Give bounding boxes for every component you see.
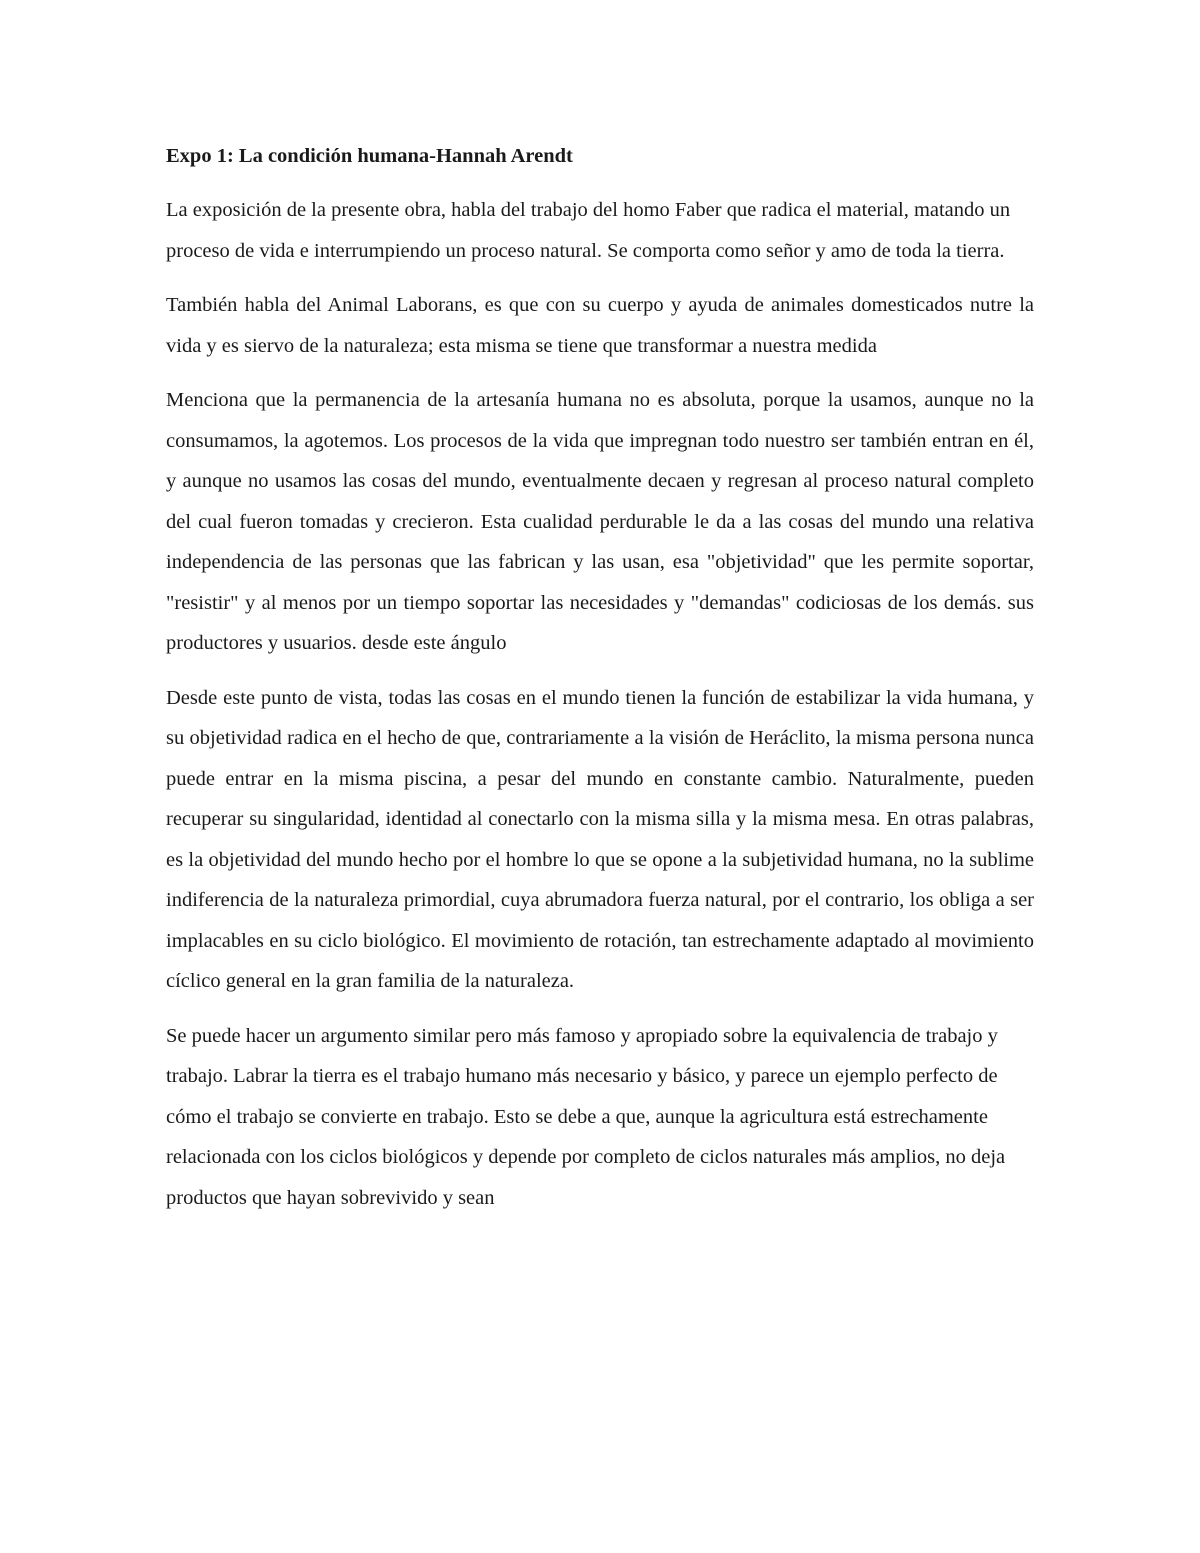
paragraph-animal-laborans: También habla del Animal Laborans, es que con su cuerpo y ayuda de animales domesticados nutre la vida y es siervo de la naturaleza; esta misma se tiene que transformar a nuestra medida: [166, 294, 1034, 357]
paragraph-punto-de-vista: Desde este punto de vista, todas las cosas en el mundo tienen la función de estabilizar la vida humana, y su objetividad radica en el hecho de que, contrariamente a la visión de Heráclito, la misma persona nunca puede entrar en la misma piscina, a pesar del mundo en constante cambio. Naturalmente, pueden recuperar su singularidad, identidad al conectarlo con la misma silla y la misma mesa. En otras palabras, es la objetividad del mundo hecho por el hombre lo que se opone a la subjetividad humana, no la sublime indiferencia de la naturaleza primordial, cuya abrumadora fuerza natural, por el contrario, los obliga a ser implacables en su ciclo biológico. El movimiento de rotación, tan estrechamente adaptado al movimiento cíclico general en la gran familia de la naturaleza.: [166, 686, 1034, 992]
paragraph-homo-faber: La exposición de la presente obra, habla del trabajo del homo Faber que radica el material, matando un proceso de vida e interrumpiendo un proceso natural. Se comporta como señor y amo de toda la tierra.: [166, 199, 1011, 262]
paragraph-permanencia-artesania: Menciona que la permanencia de la artesanía humana no es absoluta, porque la usamos, aunque no la consumamos, la agotemos. Los procesos de la vida que impregnan todo nuestro ser también entran en él, y aunque no usamos las cosas del mundo, eventualmente decaen y regresan al proceso natural completo del cual fueron tomadas y crecieron. Esta cualidad perdurable le da a las cosas del mundo una relativa independencia de las personas que las fabrican y las usan, esa "objetividad" que les permite soportar, "resistir" y al menos por un tiempo soportar las necesidades y "demandas" codiciosas de los demás. sus productores y usuarios. desde este ángulo: [166, 389, 1034, 654]
document-body: [166, 136, 1034, 1232]
paragraph-argumento-similar: Se puede hacer un argumento similar pero más famoso y apropiado sobre la equivalencia de trabajo y trabajo. Labrar la tierra es el trabajo humano más necesario y básico, y parece un ejemplo perfecto de cómo el trabajo se convierte en trabajo. Esto se debe a que, aunque la agricultura está estrechamente relacionada con los ciclos biológicos y depende por completo de ciclos naturales más amplios, no deja productos que hayan sobrevivido y sean: [166, 1024, 1006, 1209]
document-title: Expo 1: La condición humana-Hannah Arendt: [166, 145, 573, 167]
